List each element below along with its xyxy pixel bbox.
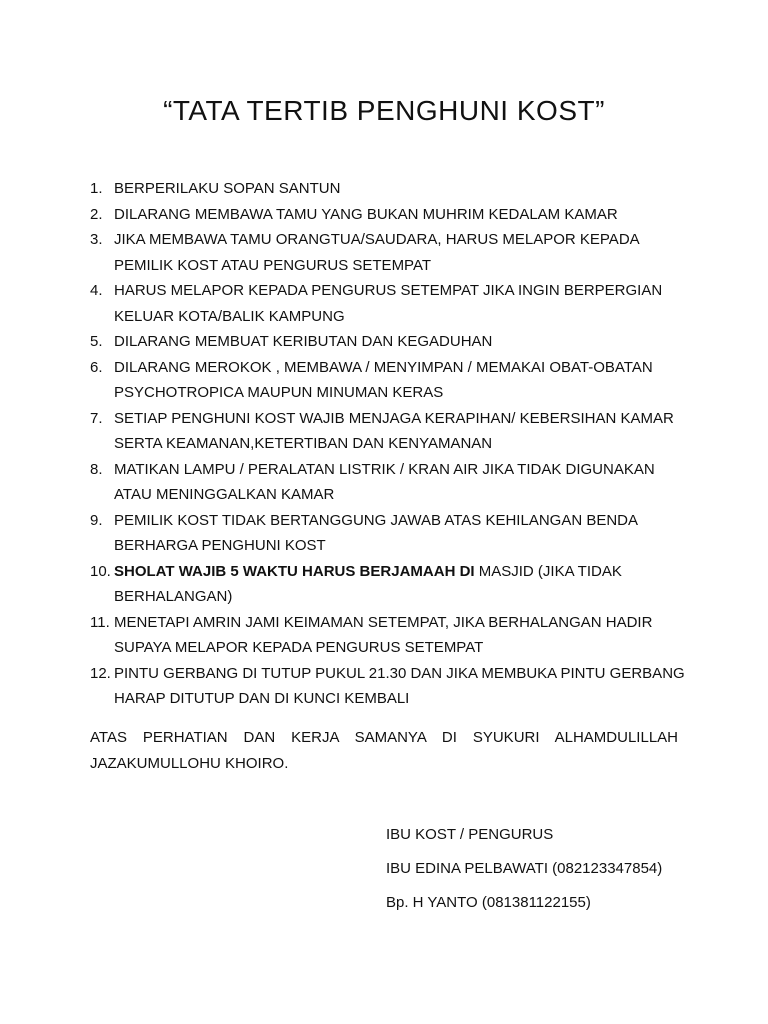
document-title: “TATA TERTIB PENGHUNI KOST”	[163, 95, 605, 126]
closing-line: JAZAKUMULLOHU KHOIRO.	[90, 754, 289, 772]
rule-number: 2.	[90, 205, 103, 223]
rule-item	[90, 355, 690, 406]
rule-number: 3.	[90, 231, 103, 248]
rule-item	[90, 202, 690, 228]
rule-text: MENETAPI AMRIN JAMI KEIMAMAN SETEMPAT, JIKA BERHALANGAN HADIR SUPAYA MELAPOR KEPADA PENGURUS SETEMPAT	[114, 613, 653, 656]
rule-number: 12.	[90, 664, 111, 682]
rule-number: 7.	[90, 409, 103, 427]
rule-item	[90, 508, 690, 559]
rule-item	[90, 559, 690, 610]
rule-item	[90, 661, 690, 712]
signature-contact: Bp. H YANTO (081381122155)	[386, 894, 591, 911]
rule-text: SETIAP PENGHUNI KOST WAJIB MENJAGA KERAPIHAN/ KEBERSIHAN KAMAR SERTA KEAMANAN,KETERTIBAN DAN KENYAMANAN	[114, 409, 674, 452]
rule-text: DILARANG MEROKOK , MEMBAWA / MENYIMPAN / MEMAKAI OBAT-OBATAN PSYCHOTROPICA MAUPUN MINUMAN KERAS	[114, 358, 653, 401]
rule-number: 9.	[90, 511, 103, 529]
rule-number: 4.	[90, 282, 103, 299]
rule-text: PEMILIK KOST TIDAK BERTANGGUNG JAWAB ATAS KEHILANGAN BENDA BERHARGA PENGHUNI KOST	[114, 511, 638, 554]
rule-number: 1.	[90, 180, 103, 197]
rule-text: HARUS MELAPOR KEPADA PENGURUS SETEMPAT JIKA INGIN BERPERGIAN KELUAR KOTA/BALIK KAMPUNG	[114, 282, 663, 325]
signature-contact: IBU EDINA PELBAWATI (082123347854)	[386, 860, 663, 877]
rule-lead-text: SHOLAT WAJIB 5 WAKTU HARUS BERJAMAAH DI	[114, 562, 475, 580]
rule-item	[90, 406, 690, 457]
rule-number: 11.	[90, 613, 110, 631]
rules-list	[90, 176, 690, 712]
rule-text: BERPERILAKU SOPAN SANTUN	[114, 180, 341, 197]
rule-item	[90, 278, 690, 329]
rule-number: 10.	[90, 562, 111, 580]
rule-number: 6.	[90, 358, 103, 376]
signature-block	[386, 826, 662, 928]
rule-item	[90, 457, 690, 508]
rule-text: MATIKAN LAMPU / PERALATAN LISTRIK / KRAN AIR JIKA TIDAK DIGUNAKAN ATAU MENINGGALKAN KAMAR	[114, 460, 655, 503]
rule-text: MASJID (JIKA TIDAK BERHALANGAN)	[114, 562, 622, 605]
signature-role: IBU KOST / PENGURUS	[386, 826, 554, 843]
rule-item	[90, 176, 690, 202]
rule-item	[90, 610, 690, 661]
rule-text: PINTU GERBANG DI TUTUP PUKUL 21.30 DAN JIKA MEMBUKA PINTU GERBANG HARAP DITUTUP DAN DI KUNCI KEMBALI	[114, 664, 685, 707]
closing-paragraph	[90, 725, 678, 776]
rule-text: DILARANG MEMBUAT KERIBUTAN DAN KEGADUHAN	[114, 333, 493, 350]
rule-number: 8.	[90, 460, 103, 478]
rule-item	[90, 329, 690, 355]
rule-number: 5.	[90, 333, 103, 350]
rule-item	[90, 227, 690, 278]
closing-line: ATAS PERHATIAN DAN KERJA SAMANYA DI SYUKURI ALHAMDULILLAH	[90, 729, 678, 746]
rule-text: DILARANG MEMBAWA TAMU YANG BUKAN MUHRIM KEDALAM KAMAR	[114, 205, 618, 223]
rule-text: JIKA MEMBAWA TAMU ORANGTUA/SAUDARA, HARUS MELAPOR KEPADA PEMILIK KOST ATAU PENGURUS SETEMPAT	[114, 231, 639, 274]
